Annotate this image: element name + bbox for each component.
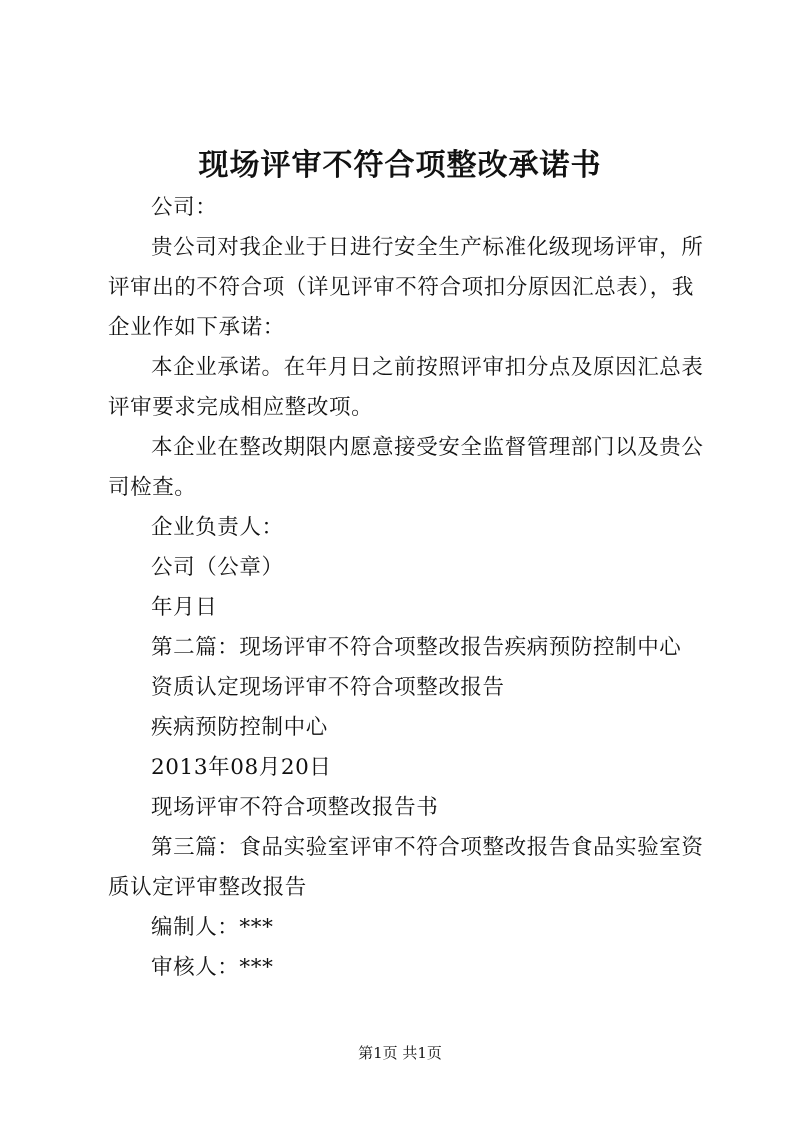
paragraph-date-blank: 年月日: [151, 595, 218, 620]
paragraph-cdc: 疾病预防控制中心: [151, 715, 328, 740]
paragraph-commitment: 本企业承诺。在年月日之前按照评审扣分点及原因汇总表评审要求完成相应整改项。: [108, 355, 704, 420]
paragraph-intro: 贵公司对我企业于日进行安全生产标准化级现场评审，所评审出的不符合项（详见评审不符合项扣分原因汇总表），我企业作如下承诺：: [108, 235, 704, 340]
document-body: [108, 188, 708, 988]
paragraph-report-book: 现场评审不符合项整改报告书: [151, 795, 439, 820]
paragraph-part-two-heading: 第二篇：现场评审不符合项整改报告疾病预防控制中心: [151, 635, 682, 660]
document-title: 现场评审不符合项整改承诺书: [198, 148, 602, 183]
paragraph-responsible-person: 企业负责人：: [151, 515, 284, 540]
paragraph-inspection: 本企业在整改期限内愿意接受安全监督管理部门以及贵公司检查。: [108, 435, 704, 500]
paragraph-part-three-heading: 第三篇：食品实验室评审不符合项整改报告食品实验室资质认定评审整改报告: [108, 835, 704, 900]
paragraph-report-title: 资质认定现场评审不符合项整改报告: [151, 675, 505, 700]
page-number-footer: 第1页 共1页: [358, 1044, 442, 1062]
paragraph-compiler: 编制人：***: [151, 915, 274, 940]
paragraph-company-seal: 公司（公章）: [151, 555, 284, 580]
paragraph-reviewer: 审核人：***: [151, 955, 274, 980]
paragraph-salutation: 公司：: [151, 195, 218, 220]
paragraph-report-date: 2013年08月20日: [151, 755, 332, 780]
